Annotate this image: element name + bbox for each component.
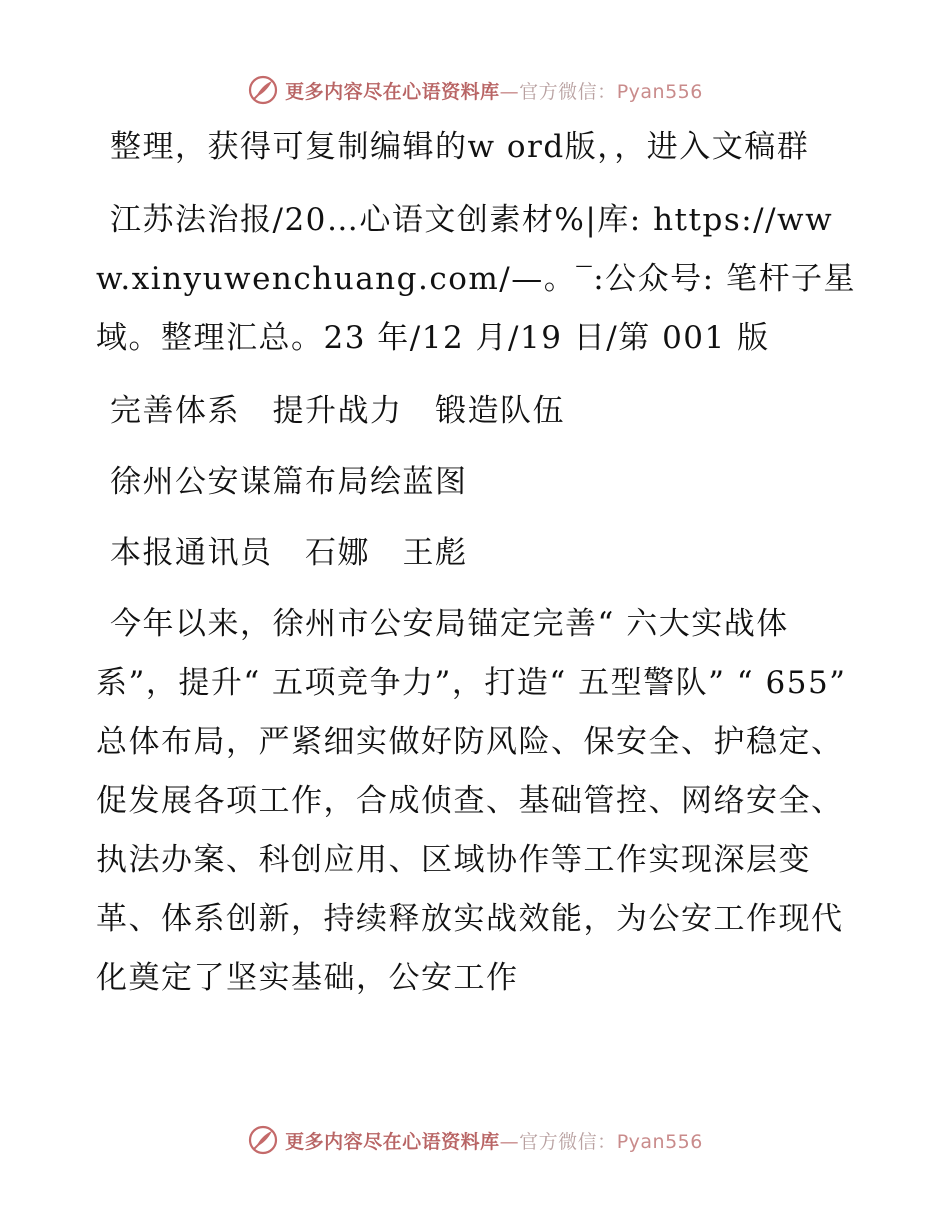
banner-wechat-label: 官方微信： bbox=[519, 80, 617, 103]
banner-brand: 更多内容尽在心语资料库 bbox=[285, 1130, 500, 1153]
footer-watermark-banner bbox=[0, 1120, 950, 1160]
banner-wechat-id: Pyan556 bbox=[616, 1130, 703, 1153]
banner-separator: — bbox=[499, 1130, 520, 1153]
article-title: 徐州公安谋篇布局绘蓝图 bbox=[110, 464, 468, 500]
source-line: 江苏法治报/20…心语文创素材%|库: https://www.xinyuwenchuang.com/—。‾:公众号: 笔杆子星域。整理汇总。23 年/12 月/19 日/第 001 版 bbox=[96, 202, 856, 356]
article-subtitle: 完善体系 提升战力 锻造队伍 bbox=[110, 393, 565, 429]
intro-note: 整理，获得可复制编辑的w ord版，，进入文稿群 bbox=[110, 129, 810, 165]
header-watermark-banner bbox=[0, 70, 950, 110]
banner-text bbox=[285, 77, 703, 104]
banner-separator: — bbox=[499, 80, 520, 103]
feather-pen-logo-icon bbox=[247, 74, 279, 106]
banner-wechat-id: Pyan556 bbox=[616, 80, 703, 103]
banner-wechat-label: 官方微信： bbox=[519, 1130, 617, 1153]
article-byline: 本报通讯员 石娜 王彪 bbox=[110, 535, 468, 571]
banner-text bbox=[285, 1127, 703, 1154]
article-body-paragraph: 今年以来，徐州市公安局锚定完善“ 六大实战体系”，提升“ 五项竞争力”，打造“ 五型警队” “ 655” 总体布局，严紧细实做好防风险、保安全、护稳定、促发展各项工作，合成侦查、基础管控、网络安全、执法办案、科创应用、区域协作等工作实现深层变革、体系创新，持续释放实战效能，为公安工作现代化奠定了坚实基础，公安工作 bbox=[96, 606, 847, 996]
document-body bbox=[96, 118, 856, 1022]
feather-pen-logo-icon bbox=[247, 1124, 279, 1156]
banner-brand: 更多内容尽在心语资料库 bbox=[285, 80, 500, 103]
